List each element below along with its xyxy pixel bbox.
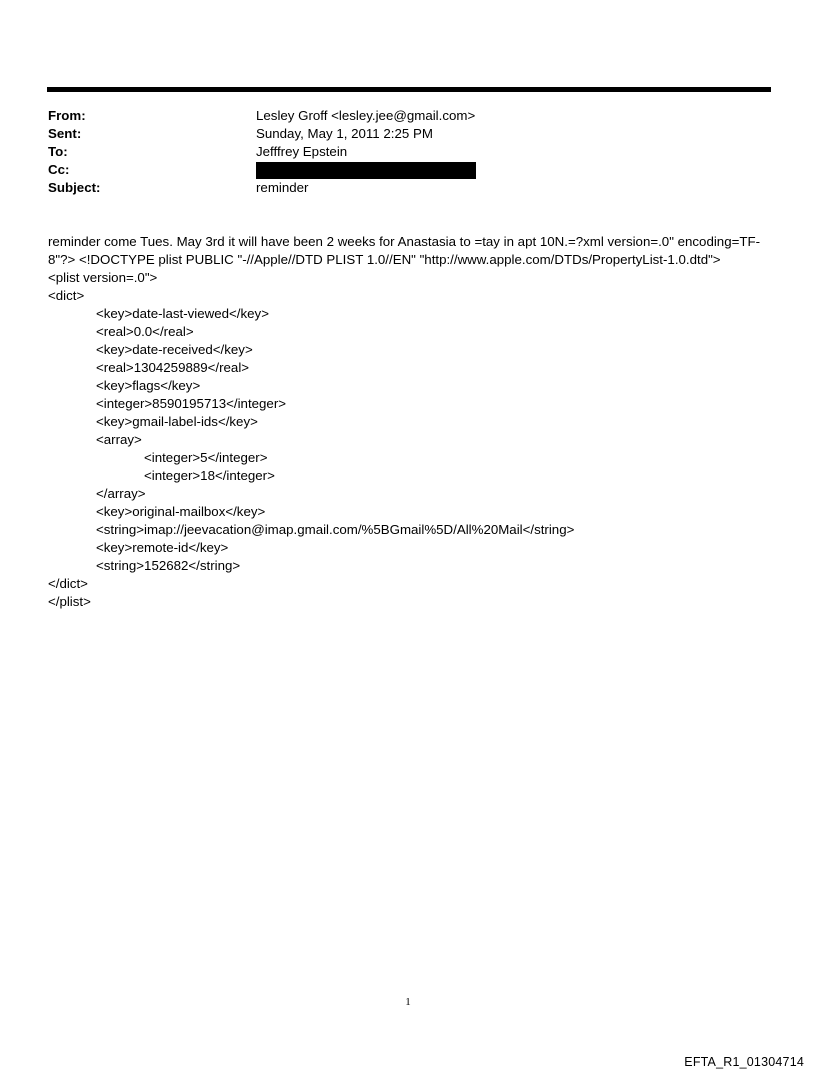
body-line: </array>: [96, 486, 146, 501]
sent-label: Sent:: [48, 126, 82, 141]
to-label: To:: [48, 144, 68, 159]
to-value: Jefffrey Epstein: [256, 144, 348, 159]
body-line: <plist version=.0">: [48, 270, 158, 285]
header-rule: [47, 87, 771, 92]
cc-redaction-bar: [256, 162, 476, 179]
document-id: EFTA_R1_01304714: [684, 1055, 804, 1069]
body-line: <integer>18</integer>: [144, 468, 275, 483]
body-line: <key>date-received</key>: [96, 342, 253, 357]
body-line: <real>1304259889</real>: [96, 360, 250, 375]
body-line: <integer>8590195713</integer>: [96, 396, 287, 411]
body-line: <integer>5</integer>: [144, 450, 268, 465]
body-line: <key>flags</key>: [96, 378, 201, 393]
cc-label: Cc:: [48, 162, 70, 177]
cc-row: [48, 161, 768, 179]
body-line: <key>gmail-label-ids</key>: [96, 414, 258, 429]
from-label: From:: [48, 108, 86, 123]
subject-label: Subject:: [48, 180, 101, 195]
body-line: </dict>: [48, 576, 88, 591]
from-value: Lesley Groff <lesley.jee@gmail.com>: [256, 108, 476, 123]
email-body: [48, 233, 772, 611]
body-line: <string>152682</string>: [96, 558, 241, 573]
subject-value: reminder: [256, 180, 309, 195]
body-line: <real>0.0</real>: [96, 324, 194, 339]
body-line: <dict>: [48, 288, 85, 303]
body-line: <array>: [96, 432, 142, 447]
body-line: <string>imap://jeevacation@imap.gmail.com/%5BGmail%5D/All%20Mail</string>: [96, 522, 575, 537]
sent-value: Sunday, May 1, 2011 2:25 PM: [256, 126, 433, 141]
to-row: [48, 143, 768, 161]
email-header: [48, 107, 768, 197]
sent-row: [48, 125, 768, 143]
body-line: <key>date-last-viewed</key>: [96, 306, 269, 321]
from-row: [48, 107, 768, 125]
body-line: <key>original-mailbox</key>: [96, 504, 266, 519]
subject-row: [48, 179, 768, 197]
body-line: </plist>: [48, 594, 91, 609]
page-number: 1: [405, 996, 411, 1008]
body-line: <key>remote-id</key>: [96, 540, 229, 555]
body-intro: reminder come Tues. May 3rd it will have been 2 weeks for Anastasia to =tay in apt 10N.=?xml version=.0" encoding=TF-8"?> <!DOCTYPE plist PUBLIC "-//Apple//DTD PLIST 1.0//EN" "http://www.apple.com/DTDs/PropertyList-1.0.dtd">: [48, 234, 761, 267]
